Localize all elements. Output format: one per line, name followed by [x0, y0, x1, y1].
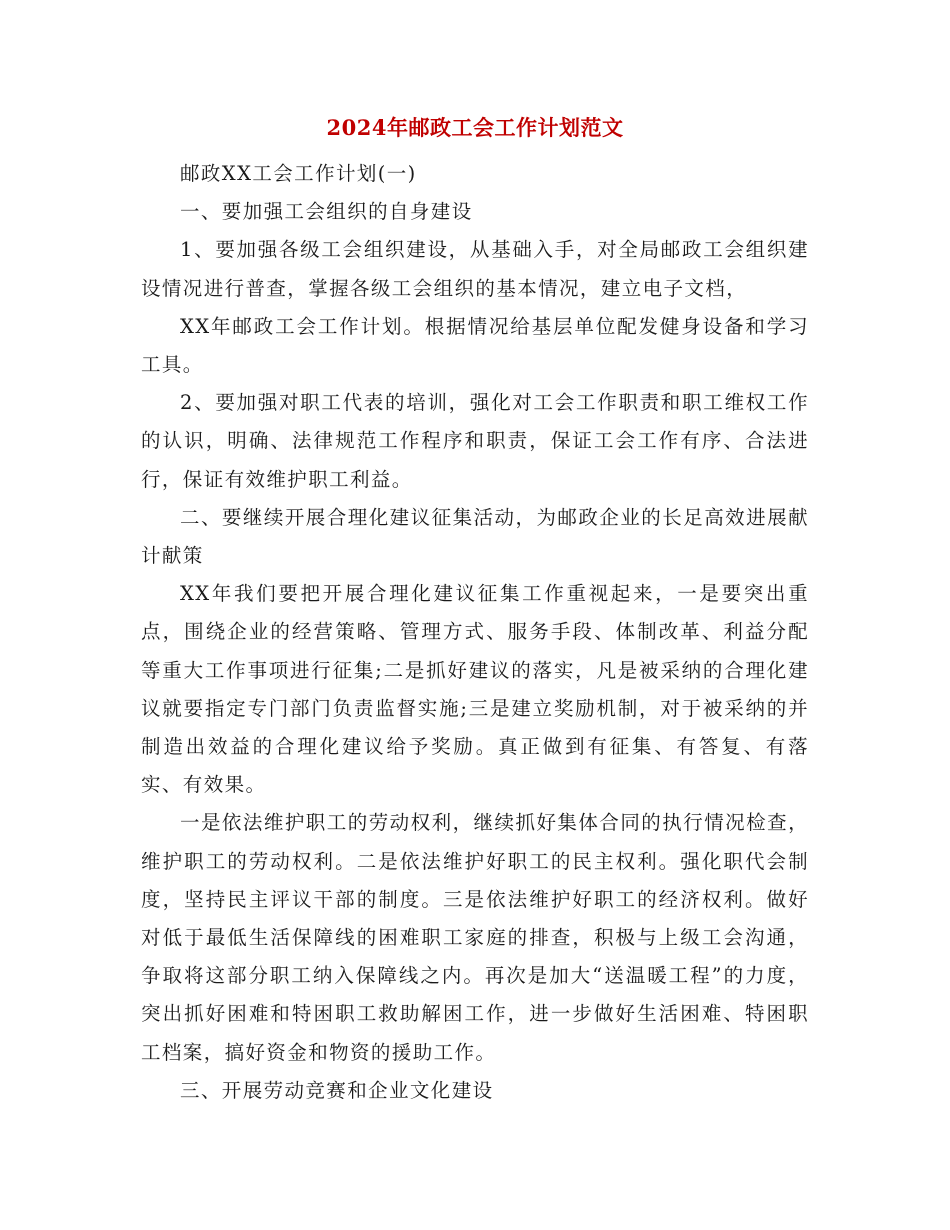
paragraph-item-two: 2、要加强对职工代表的培训，强化对工会工作职责和职工维权工作的认识，明确、法律规范工作程序和职责，保证工会工作有序、合法进行，保证有效维护职工利益。 — [141, 391, 809, 491]
paragraph-rights: 一是依法维护职工的劳动权利，继续抓好集体合同的执行情况检查，维护职工的劳动权利。二是依法维护好职工的民主权利。强化职代会制度，坚持民主评议干部的制度。三是依法维护好职工的经济权利。做好对低于最低生活保障线的困难职工家庭的排查，积极与上级工会沟通，争取将这部分职工纳入保障线之内。再次是加大“送温暖工程”的力度，突出抓好困难和特困职工救助解困工作，进一步做好生活困难、特困职工档案，搞好资金和物资的援助工作。 — [141, 811, 809, 1064]
paragraph-section-one-heading: 一、要加强工会组织的自身建设 — [180, 200, 473, 224]
document-title: 2024年邮政工会工作计划范文 — [326, 115, 624, 140]
paragraph-item-one-cont: XX年邮政工会工作计划。根据情况给基层单位配发健身设备和学习工具。 — [141, 314, 809, 377]
paragraph-item-one: 1、要加强各级工会组织建设，从基础入手，对全局邮政工会组织建设情况进行普查，掌握各级工会组织的基本情况，建立电子文档， — [141, 238, 809, 300]
paragraph-section-three-heading: 三、开展劳动竞赛和企业文化建设 — [180, 1078, 494, 1102]
paragraph-suggestions: XX年我们要把开展合理化建议征集工作重视起来，一是要突出重点，围绕企业的经营策略、管理方式、服务手段、体制改革、利益分配等重大工作事项进行征集;二是抓好建议的落实，凡是被采纳的合理化建议就要指定专门部门负责监督实施;三是建立奖励机制，对于被采纳的并制造出效益的合理化建议给予奖励。真正做到有征集、有答复、有落实、有效果。 — [141, 582, 809, 797]
paragraph-section-two-heading: 二、要继续开展合理化建议征集活动，为邮政企业的长足高效进展献计献策 — [141, 505, 809, 568]
document-body — [141, 155, 809, 1110]
paragraph-plan-heading: 邮政XX工会工作计划(一) — [180, 162, 417, 185]
